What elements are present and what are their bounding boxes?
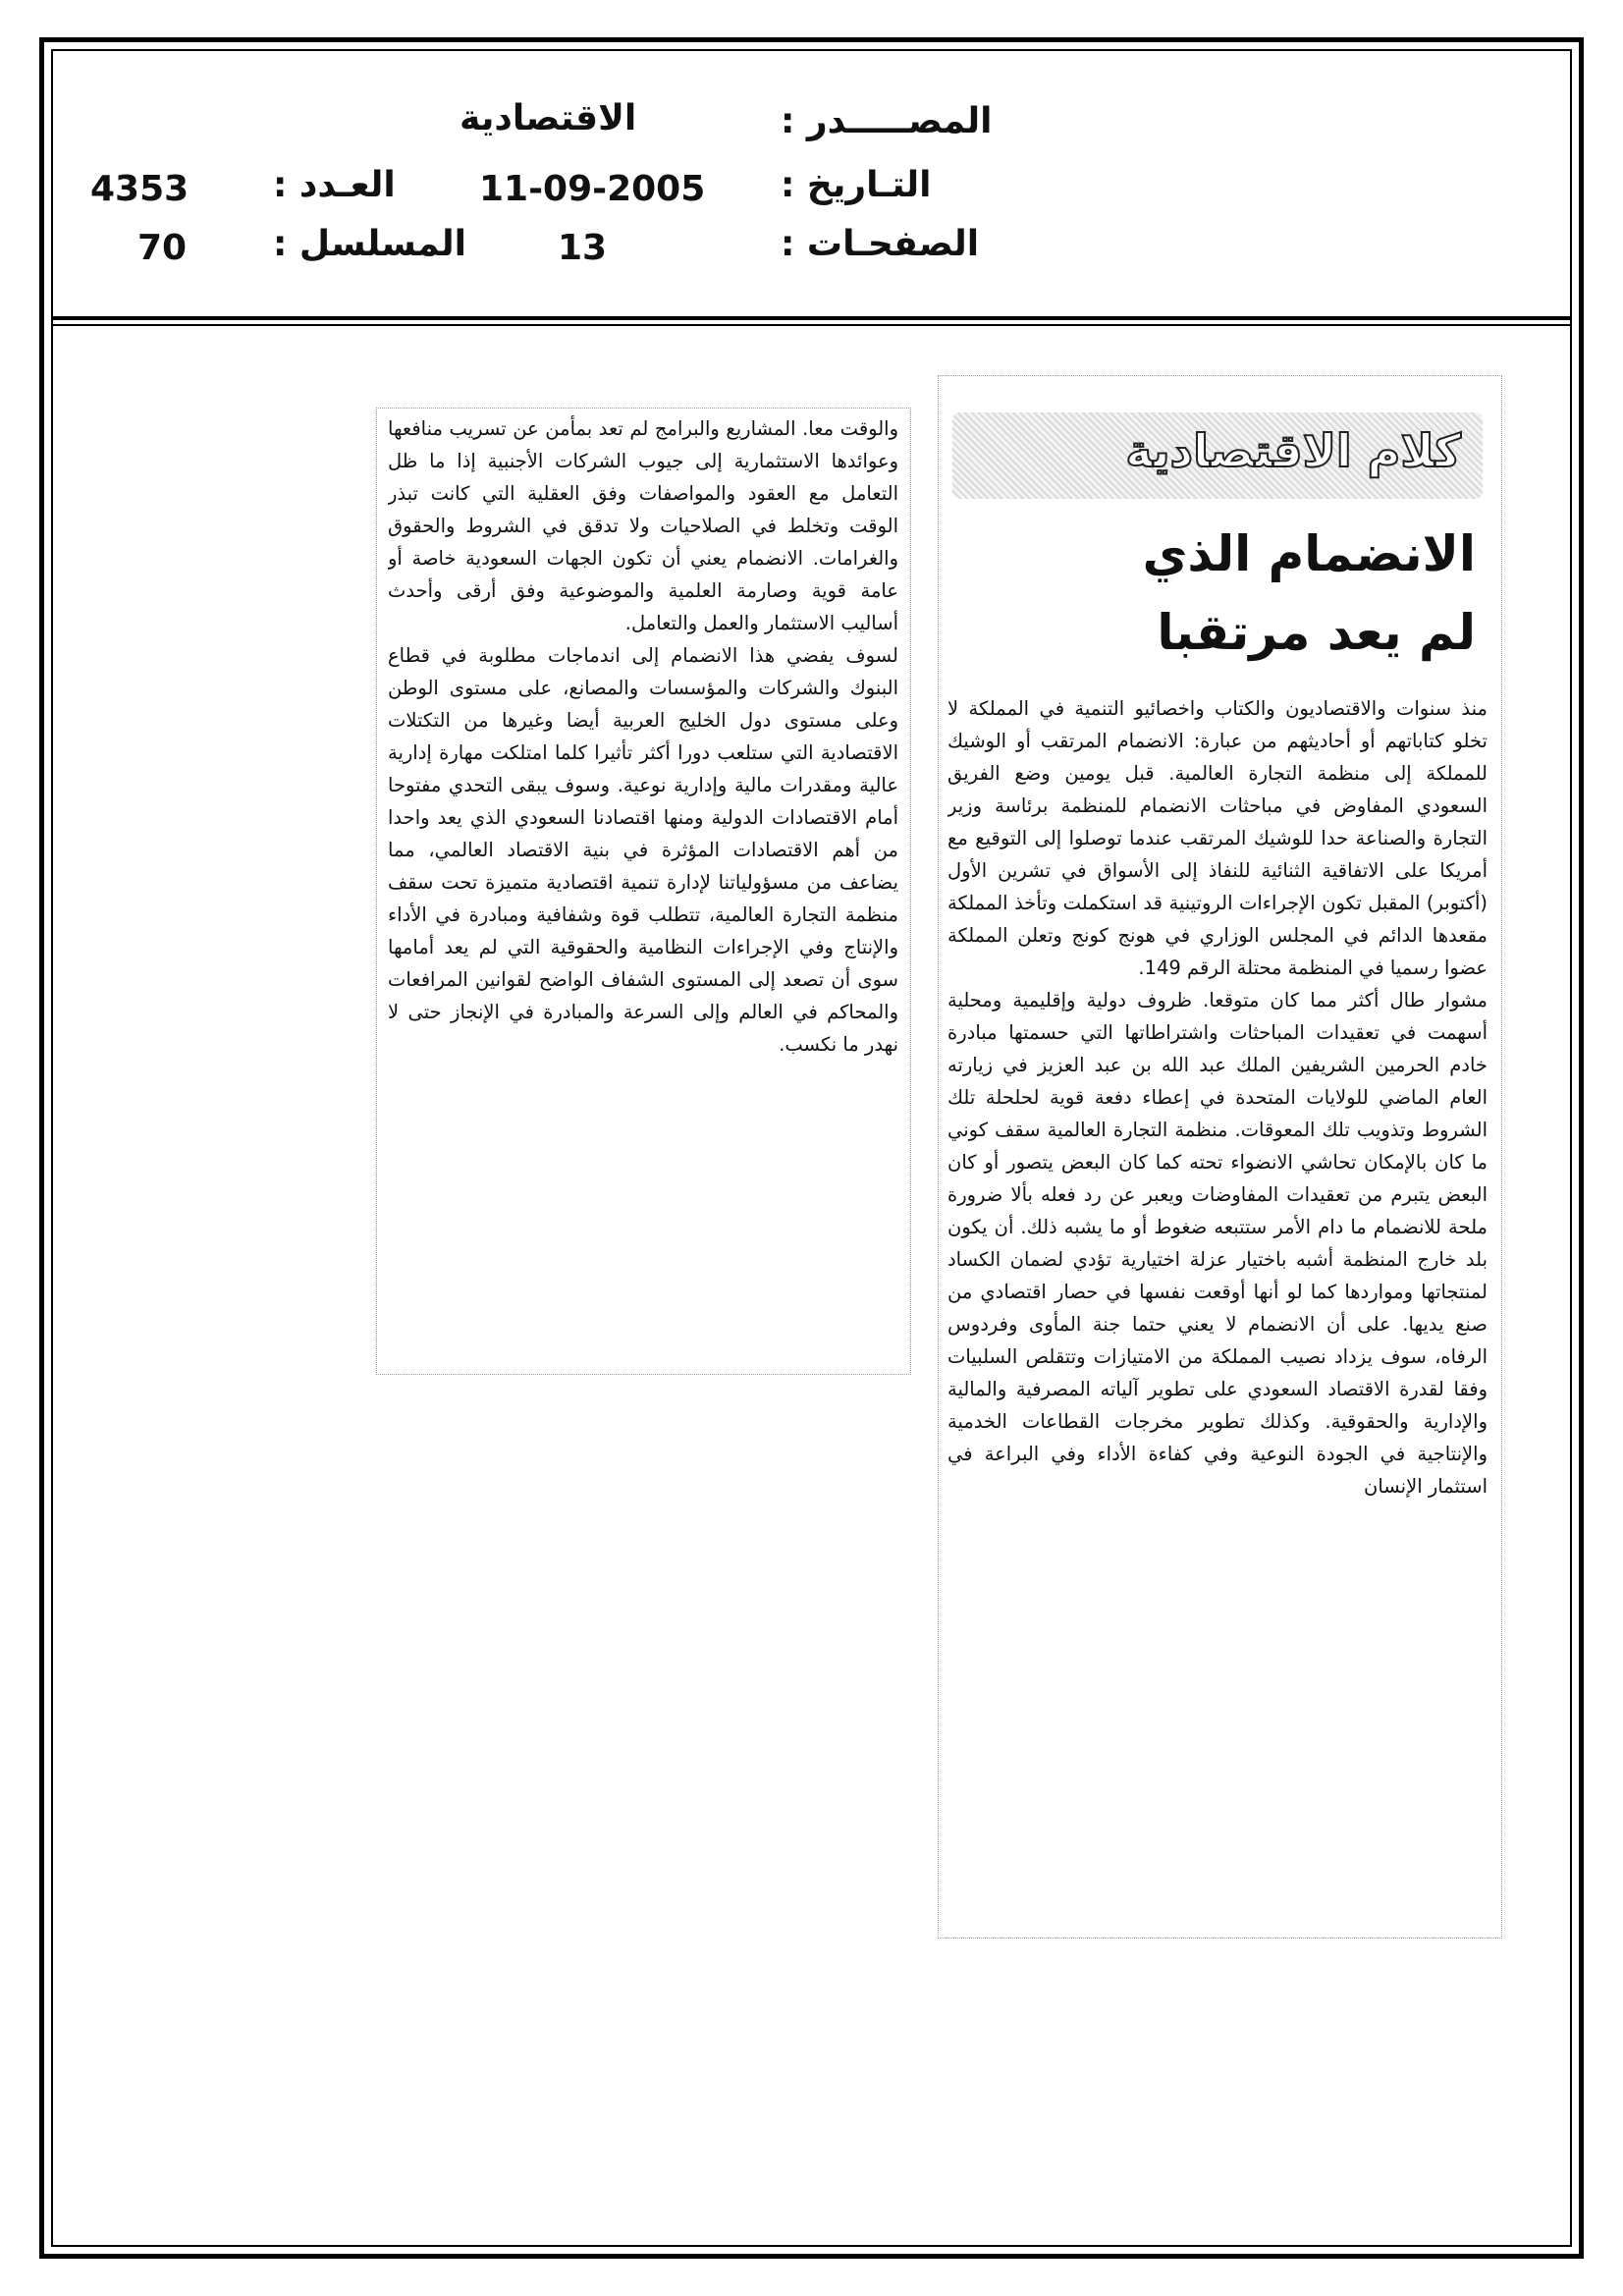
paragraph: والوقت معا. المشاريع والبرامج لم تعد بمأمن عن تسريب منافعها وعوائدها الاستثمارية إلى جيوب الشركات الأجنبية إذا ما ظل التعامل مع العقود والمواصفات وفق العقلية التي كانت تبذر الوقت وتخلط في الصلاحيات ولا تدقق في الشروط والحقوق والغرامات. الانضمام يعني أن تكون الجهات السعودية خاصة أو عامة قوية وصارمة العلمية والموضوعية وفق أرقى وأحدث أساليب الاستثمار والعمل والتعامل. bbox=[388, 417, 898, 634]
date-value: 11-09-2005 bbox=[479, 169, 706, 209]
source-value: الاقتصادية bbox=[460, 98, 637, 138]
issue-value: 4353 bbox=[90, 169, 189, 209]
paragraph: لسوف يفضي هذا الانضمام إلى اندماجات مطلوبة في قطاع البنوك والشركات والمؤسسات والمصانع، على مستوى الوطن وعلى مستوى دول الخليج العربية أيضا وغيرها من التكتلات الاقتصادية التي ستلعب دورا أكثر تأثيرا كلما امتلكت مهارة إدارية عالية ومقدرات مالية وإدارية نوعية. وسوف يبقى التحدي مفتوحا أمام الاقتصادات الدولية ومنها اقتصادنا السعودي الذي يعد واحدا من أهم الاقتصادات المؤثرة في بنية الاقتصاد العالمي، مما يضاعف من مسؤولياتنا لإدارة تنمية اقتصادية متميزة تحت سقف منظمة التجارة العالمية، تتطلب قوة وشفافية ومبادرة في الأداء والإنتاج وفي الإجراءات النظامية والحقوقية التي لم يعد أمامها سوى أن تصعد إلى المستوى الشفاف الواضح لقوانين المرافعات والمحاكم في العالم وإلى السرعة والمبادرة في الإنجاز حتى لا نهدر ما نكسب. bbox=[388, 644, 898, 1056]
banner-title: كلام الاقتصادية bbox=[1125, 424, 1461, 477]
pages-label: الصفحـات : bbox=[781, 224, 980, 264]
header-separator bbox=[51, 316, 1572, 326]
pages-value: 13 bbox=[558, 228, 608, 268]
date-label: التـاريخ : bbox=[781, 165, 932, 205]
article-column-left bbox=[388, 412, 898, 1365]
paragraph: مشوار طال أكثر مما كان متوقعا. ظروف دولية وإقليمية ومحلية أسهمت في تعقيدات المباحثات واشتراطاتها التي حسمتها مبادرة خادم الحرمين الشريفين الملك عبد الله بن عبد العزيز في زيارته العام الماضي للولايات المتحدة في إعطاء دفعة قوية لحلحلة تلك الشروط وتذويب تلك المعوقات. منظمة التجارة العالمية سقف كوني ما كان بالإمكان تحاشي الانضواء تحته كما كان البعض يتصور أو كان البعض يتبرم من تعقيدات المفاوضات ويعبر عن رد فعله بألا ضرورة ملحة للانضمام ما دام الأمر ستتبعه ضغوط أو ما يشبه ذلك. أن يكون بلد خارج المنظمة أشبه باختيار عزلة اختيارية تؤدي لضمان الكساد لمنتجاتها ومواردها كما لو أنها أوقعت نفسها في حصار اقتصادي من صنع يديها. على أن الانضمام لا يعني حتما جنة المأوى وفردوس الرفاه، سوف يزداد نصيب المملكة من الامتيازات وتتقلص السلبيات وفقا لقدرة الاقتصاد السعودي على تطوير آلياته المصرفية والمالية والإدارية والحقوقية. وكذلك تطوير مخرجات القطاعات الخدمية والإنتاجية في الجودة النوعية وفي كفاءة الأداء وفي البراعة في استثمار الإنسان bbox=[947, 989, 1488, 1498]
column-banner bbox=[952, 412, 1483, 499]
source-label: المصـــــدر : bbox=[781, 101, 993, 141]
serial-value: 70 bbox=[137, 228, 188, 268]
headline-line-1: الانضمام الذي bbox=[1142, 525, 1476, 582]
headline-line-2: لم يعد مرتقبا bbox=[1157, 604, 1476, 661]
issue-label: العـدد : bbox=[273, 165, 396, 205]
paragraph: منذ سنوات والاقتصاديون والكتاب واخصائيو التنمية في المملكة لا تخلو كتاباتهم أو أحاديثهم من عبارة: الانضمام المرتقب أو الوشيك للمملكة إلى منظمة التجارة العالمية. قبل يومين وضع الفريق السعودي المفاوض في مباحثات الانضمام للمنظمة برئاسة وزير التجارة والصناعة حدا للوشيك المرتقب عندما توصلوا إلى التوقيع مع أمريكا على الاتفاقية الثنائية للنفاذ إلى الأسواق في تشرين الأول (أكتوبر) المقبل تكون الإجراءات الروتينية قد استكملت وتأخذ المملكة مقعدها الدائم في المجلس الوزاري في هونج كونج وتعلن المملكة عضوا رسميا في المنظمة محتلة الرقم 149. bbox=[947, 697, 1488, 979]
serial-label: المسلسل : bbox=[273, 224, 467, 264]
article-column-right bbox=[947, 692, 1488, 1932]
